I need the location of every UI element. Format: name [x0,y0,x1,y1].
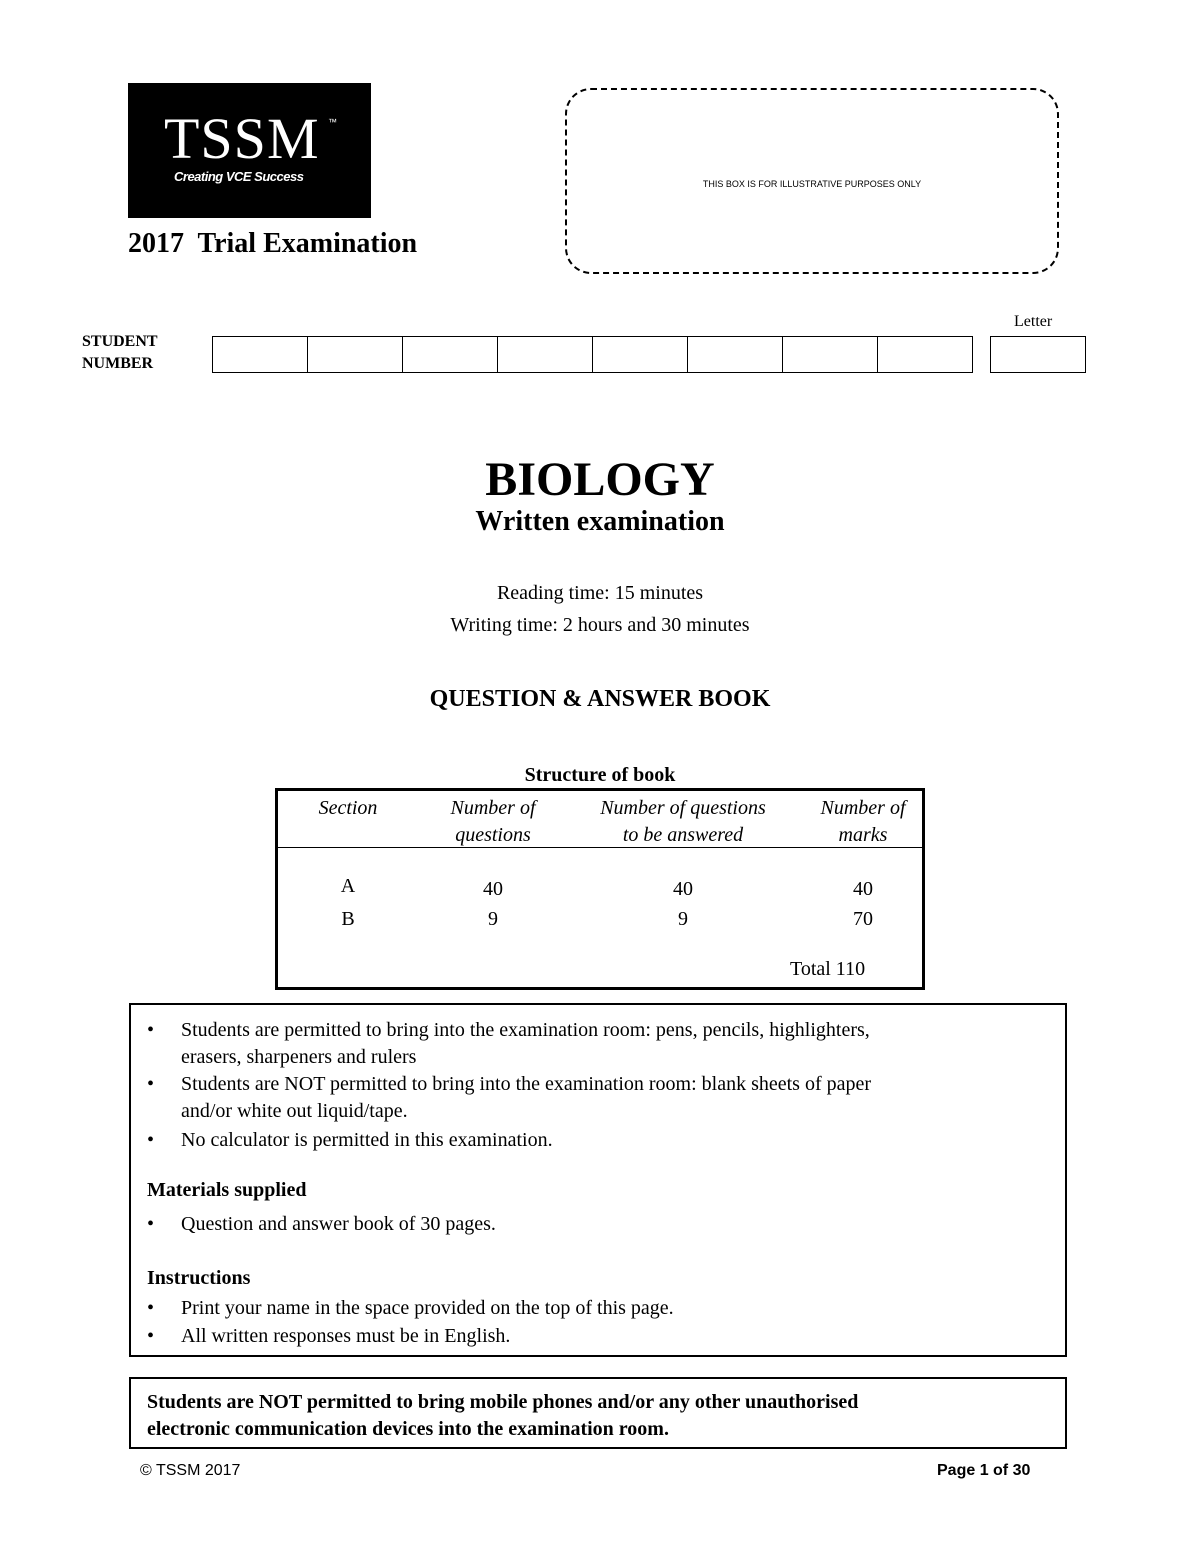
rule-permitted-line2: erasers, sharpeners and rulers [181,1046,417,1068]
row-b-questions: 9 [488,908,498,930]
reading-time: Reading time: 15 minutes [496,582,704,604]
warning-box [129,1377,1067,1449]
rules-box [129,1003,1067,1357]
letter-label: Letter [1014,313,1053,330]
total-marks: Total 110 [790,958,866,980]
row-a-section: A [340,875,356,897]
bullet-icon: • [147,1019,155,1041]
header-questions-answered-line2: to be answered [622,824,744,846]
student-number-digit-box[interactable] [782,336,877,373]
header-num-questions [428,795,558,849]
instruction-item: Print your name in the space provided on the top of this page. [181,1297,674,1319]
bullet-icon: • [147,1297,155,1319]
book-title: QUESTION & ANSWER BOOK [429,686,771,712]
structure-title: Structure of book [524,764,676,786]
materials-item: Question and answer book of 30 pages. [181,1213,496,1235]
student-number-boxes [212,336,973,373]
footer-copyright: © TSSM 2017 [140,1462,241,1479]
row-b-answered: 9 [678,908,688,930]
student-number-digit-box[interactable] [497,336,592,373]
illustrative-box [565,88,1059,274]
logo-tagline: Creating VCE Success [174,169,304,184]
warning-line1: Students are NOT permitted to bring mobile phones and/or any other unauthorised [147,1391,859,1413]
student-number-digit-box[interactable] [592,336,687,373]
logo-name: TSSM [164,106,320,171]
header-marks [798,795,928,849]
bullet-icon: • [147,1073,155,1095]
header-questions-answered [578,795,788,849]
student-number-digit-box[interactable] [307,336,402,373]
student-number-digit-box[interactable] [687,336,782,373]
exam-title: 2017 Trial Examination [128,228,418,259]
bullet-icon: • [147,1213,155,1235]
instructions-heading: Instructions [147,1267,251,1289]
rule-no-calculator: No calculator is permitted in this examination. [181,1129,553,1151]
row-b-section: B [341,908,355,930]
rule-permitted-line1: Students are permitted to bring into the examination room: pens, pencils, highlighters, [181,1019,870,1041]
footer-page-number: Page 1 of 30 [937,1462,1031,1479]
warning-line2: electronic communication devices into the examination room. [147,1418,669,1440]
row-a-answered: 40 [673,878,693,900]
rule-not-permitted-items [181,1071,1041,1125]
row-a-questions: 40 [483,878,503,900]
header-marks-line2: marks [838,824,888,846]
rule-not-permitted-line1: Students are NOT permitted to bring into the examination room: blank sheets of paper [181,1073,872,1095]
student-number-digit-box[interactable] [402,336,497,373]
exam-subtitle: Written examination [475,506,725,537]
student-number-label-line1: STUDENT [82,333,158,350]
tssm-logo [128,83,371,218]
subject-title: BIOLOGY [485,453,715,506]
writing-time: Writing time: 2 hours and 30 minutes [450,614,750,636]
bullet-icon: • [147,1325,155,1347]
header-section-line1: Section [318,797,378,819]
row-b-marks: 70 [853,908,873,930]
header-num-questions-line2: questions [455,824,531,846]
instruction-item: All written responses must be in English. [181,1325,511,1347]
header-section [298,795,398,822]
student-number-digit-box[interactable] [877,336,973,373]
student-number-label [82,331,158,375]
header-num-questions-line1: Number of [450,797,536,819]
header-questions-answered-line1: Number of questions [600,797,766,819]
warning-text [147,1389,1047,1443]
header-marks-line1: Number of [820,797,906,819]
student-number-label-line2: NUMBER [82,355,154,372]
rule-permitted-items [181,1017,1041,1071]
bullet-icon: • [147,1129,155,1151]
letter-box[interactable] [990,336,1086,373]
logo-trademark: ™ [328,117,337,127]
student-number-digit-box[interactable] [212,336,307,373]
illustrative-box-text: THIS BOX IS FOR ILLUSTRATIVE PURPOSES ONLY [702,179,922,189]
structure-table [275,788,925,990]
materials-heading: Materials supplied [147,1179,307,1201]
row-a-marks: 40 [853,878,873,900]
header-divider [278,847,922,848]
rule-not-permitted-line2: and/or white out liquid/tape. [181,1100,408,1122]
